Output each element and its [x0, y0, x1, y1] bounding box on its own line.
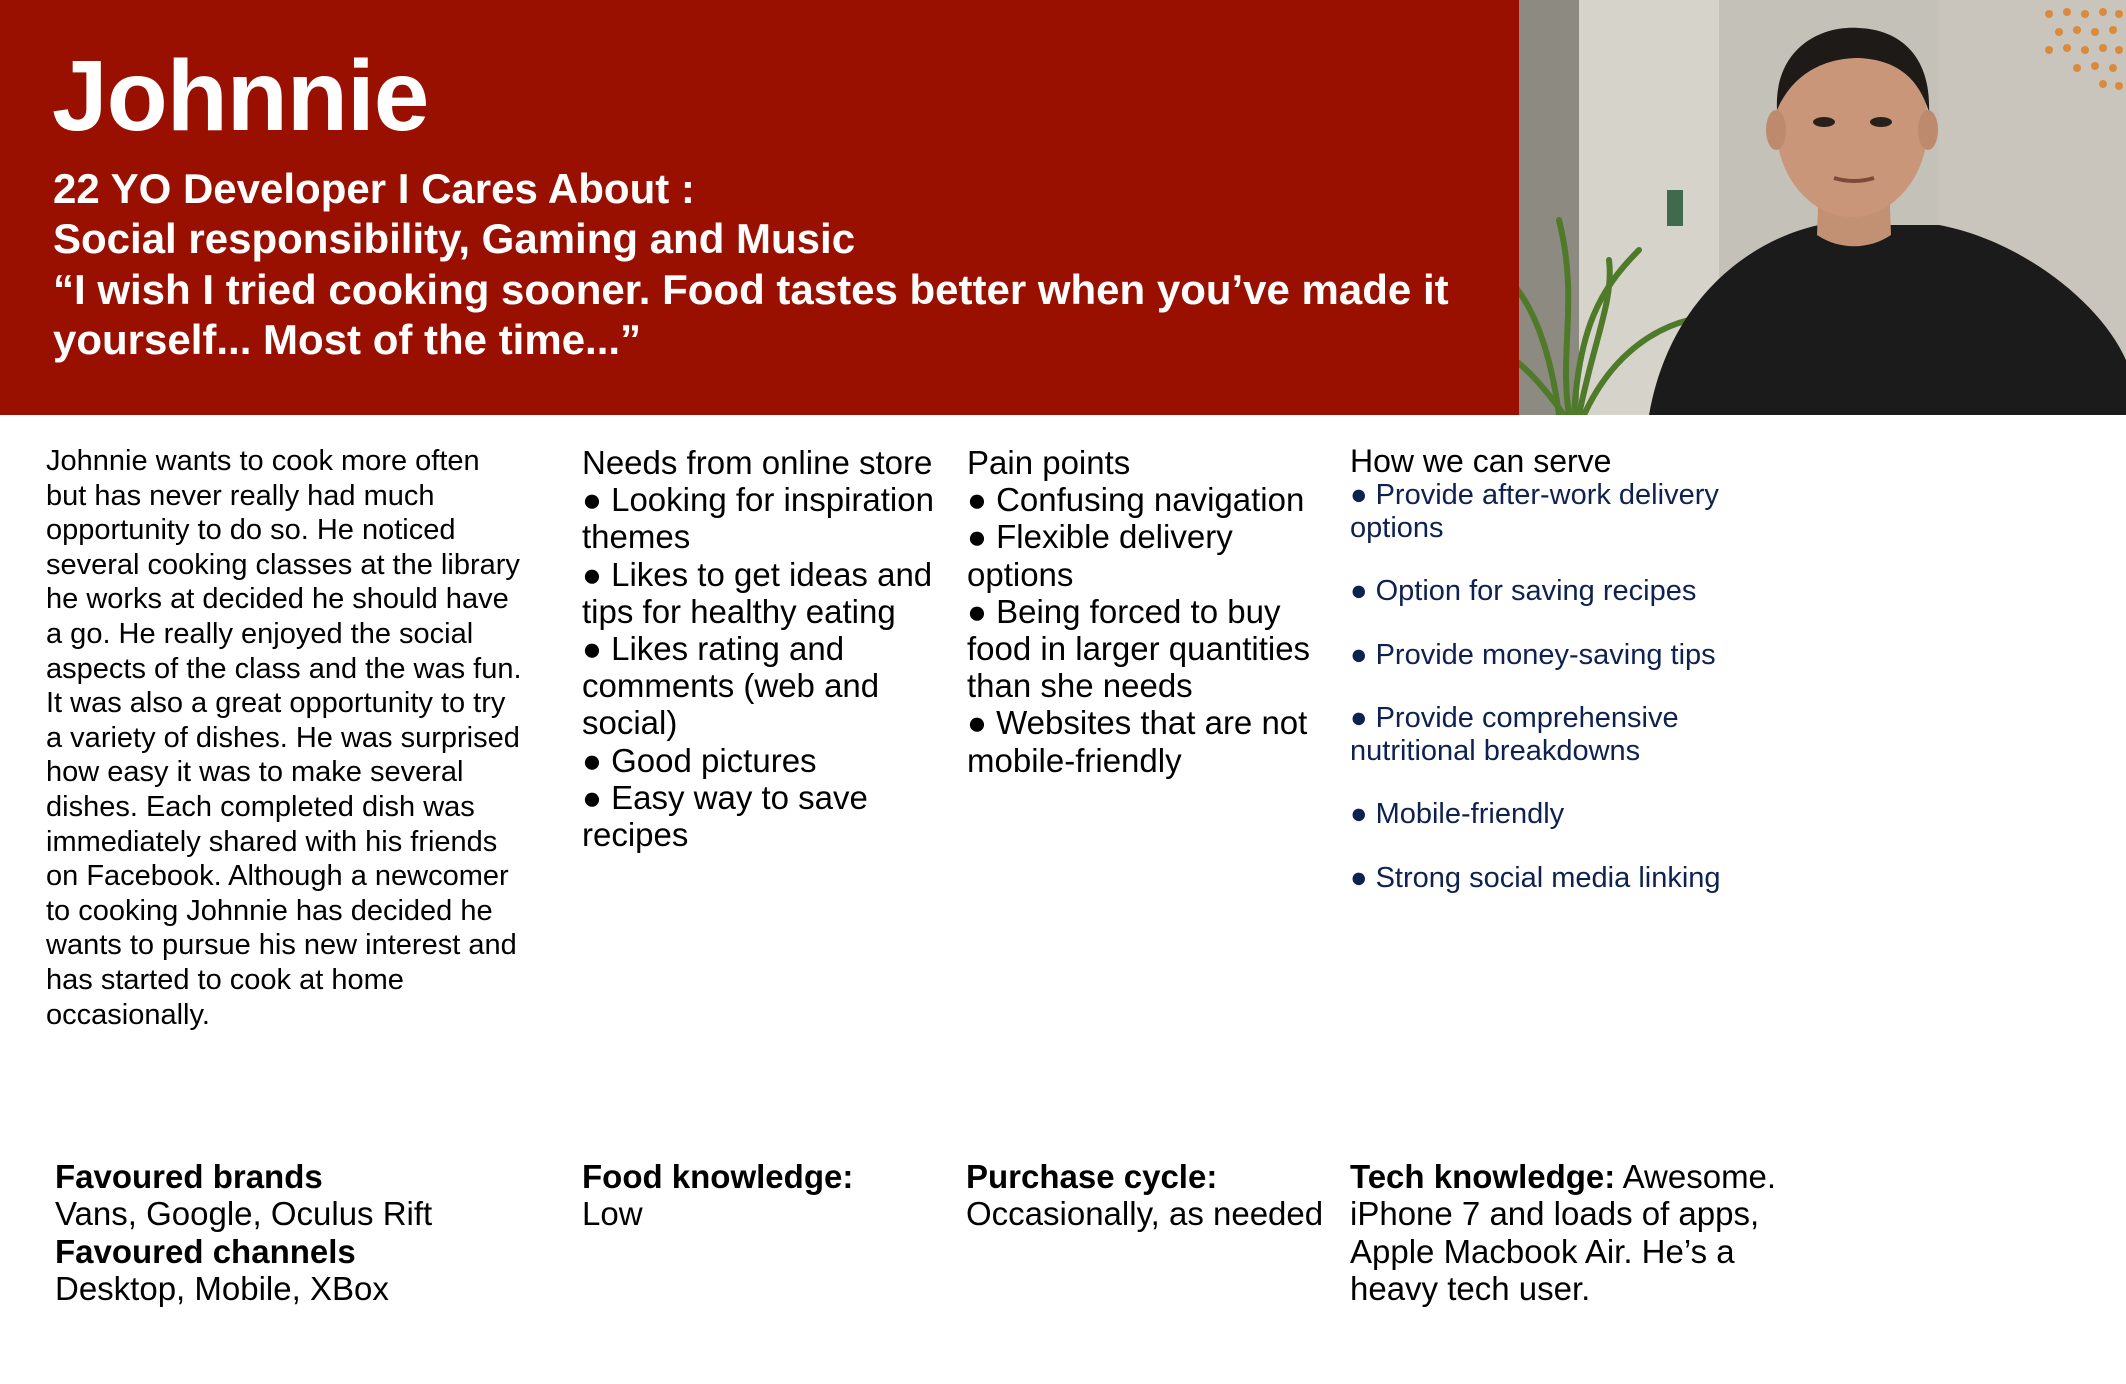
pain-point-item: ● Being forced to buy food in larger quantities than she needs: [967, 592, 1311, 705]
persona-bio: Johnnie wants to cook more often but has never really had much opportunity to do so. He noticed several cooking classes at the library he works at decided he should have a go. He really enjoyed the social aspects of the class and the was fun. It was also a great opportunity to try a variety of dishes. He was surprised how easy it was to make several dishes. Each completed dish was immediately shared with his friends on Facebook. Although a newcomer to cooking Johnnie has decided he wants to pursue his new interest and has started to cook at home occasionally.: [46, 445, 522, 1031]
pain-point-item: ● Flexible delivery options: [967, 518, 1233, 593]
food-knowledge-section: [582, 1158, 942, 1233]
needs-item: ● Likes to get ideas and tips for healthy eating: [582, 555, 933, 630]
serve-item: ● Provide after-work delivery options: [1350, 479, 1719, 544]
channels-value: Desktop, Mobile, XBox: [55, 1269, 389, 1307]
needs-section: [582, 444, 942, 853]
purchase-cycle-section: [966, 1158, 1326, 1233]
purchase-cycle-label: Purchase cycle:: [966, 1158, 1218, 1195]
pain-point-item: ● Websites that are not mobile-friendly: [967, 704, 1308, 779]
persona-header: [0, 0, 1519, 415]
persona-photo: [1519, 0, 2126, 415]
brands-value: Vans, Google, Oculus Rift: [55, 1195, 433, 1233]
needs-item: ● Easy way to save recipes: [582, 778, 868, 854]
tech-knowledge-section: [1350, 1158, 1810, 1307]
person-photo-icon: [1519, 0, 2126, 415]
serve-title: How we can serve: [1350, 443, 1612, 479]
persona-interests: Social responsibility, Gaming and Music: [53, 215, 856, 262]
pain-point-item: ● Confusing navigation: [967, 481, 1305, 519]
tech-knowledge-label: Tech knowledge:: [1350, 1158, 1616, 1195]
needs-item: ● Likes rating and comments (web and social): [582, 630, 880, 742]
needs-item: ● Looking for inspiration themes: [582, 481, 934, 556]
persona-name: Johnnie: [52, 40, 429, 152]
pain-points-section: [967, 444, 1327, 779]
serve-item: ● Provide money-saving tips: [1350, 638, 1716, 671]
pain-points-title: Pain points: [967, 444, 1131, 481]
serve-item: ● Option for saving recipes: [1350, 575, 1697, 607]
serve-section: [1350, 444, 1770, 925]
channels-label: Favoured channels: [55, 1232, 356, 1270]
brands-channels-section: [55, 1158, 555, 1307]
persona-subtitle: 22 YO Developer I Cares About :: [53, 165, 695, 212]
serve-item: ● Provide comprehensive nutritional breakdowns: [1350, 702, 1679, 767]
tech-knowledge-value: Awesome. iPhone 7 and loads of apps, Apple Macbook Air. He’s a heavy tech user.: [1350, 1158, 1777, 1307]
needs-item: ● Good pictures: [582, 741, 817, 779]
serve-item: ● Strong social media linking: [1350, 861, 1721, 894]
serve-item: ● Mobile-friendly: [1350, 798, 1565, 830]
persona-quote: “I wish I tried cooking sooner. Food tastes better when you’ve made it yourself... Most of the time...”: [53, 266, 1449, 363]
needs-title: Needs from online store: [582, 444, 933, 481]
food-knowledge-label: Food knowledge:: [582, 1158, 854, 1195]
food-knowledge-value: Low: [582, 1195, 643, 1233]
purchase-cycle-value: Occasionally, as needed: [966, 1195, 1324, 1233]
brands-label: Favoured brands: [55, 1158, 323, 1195]
